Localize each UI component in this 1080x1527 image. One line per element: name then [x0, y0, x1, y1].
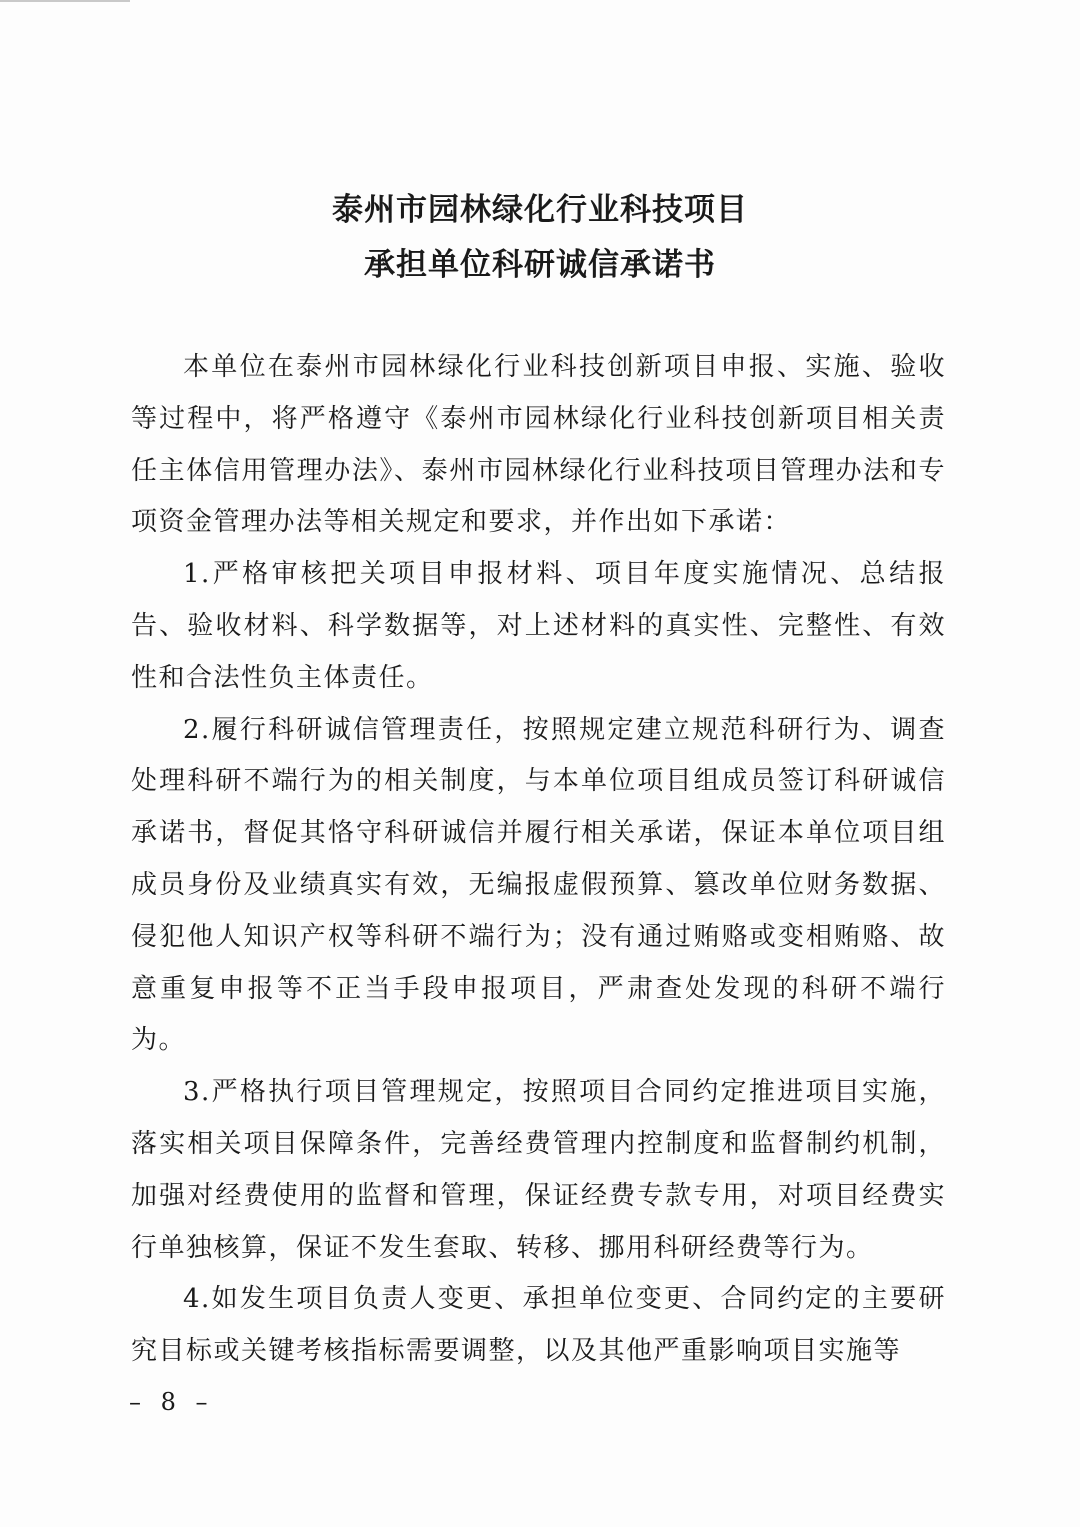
page-number: – 8 – — [129, 1388, 214, 1416]
document-title-line-2: 承担单位科研诚信承诺书 — [364, 247, 716, 283]
paragraph-item-3: 3.严格执行项目管理规定，按照项目合同约定推进项目实施，落实相关项目保障条件，完善经费管理内控制度和监督制约机制，加强对经费使用的监督和管理，保证经费专款专用，对项目经费实行单独核算，保证不发生套取、转移、挪用科研经费等行为。 — [131, 1077, 946, 1263]
paragraph-intro: 本单位在泰州市园林绿化行业科技创新项目申报、实施、验收等过程中，将严格遵守《泰州市园林绿化行业科技创新项目相关责任主体信用管理办法》、泰州市园林绿化行业科技项目管理办法和专项资金管理办法等相关规定和要求，并作出如下承诺： — [131, 352, 946, 538]
paragraph-item-1: 1.严格审核把关项目申报材料、项目年度实施情况、总结报告、验收材料、科学数据等，对上述材料的真实性、完整性、有效性和合法性负主体责任。 — [131, 559, 946, 693]
document-body — [131, 342, 946, 1378]
paragraph-item-2: 2.履行科研诚信管理责任，按照规定建立规范科研行为、调查处理科研不端行为的相关制度，与本单位项目组成员签订科研诚信承诺书，督促其恪守科研诚信并履行相关承诺，保证本单位项目组成员身份及业绩真实有效，无编报虚假预算、篡改单位财务数据、侵犯他人知识产权等科研不端行为；没有通过贿赂或变相贿赂、故意重复申报等不正当手段申报项目，严肃查处发现的科研不端行为。 — [131, 714, 946, 1056]
paragraph-item-4: 4.如发生项目负责人变更、承担单位变更、合同约定的主要研究目标或关键考核指标需要调整，以及其他严重影响项目实施等 — [131, 1284, 946, 1367]
document-title-line-1: 泰州市园林绿化行业科技项目 — [332, 192, 748, 228]
page-edge-line — [0, 0, 130, 2]
